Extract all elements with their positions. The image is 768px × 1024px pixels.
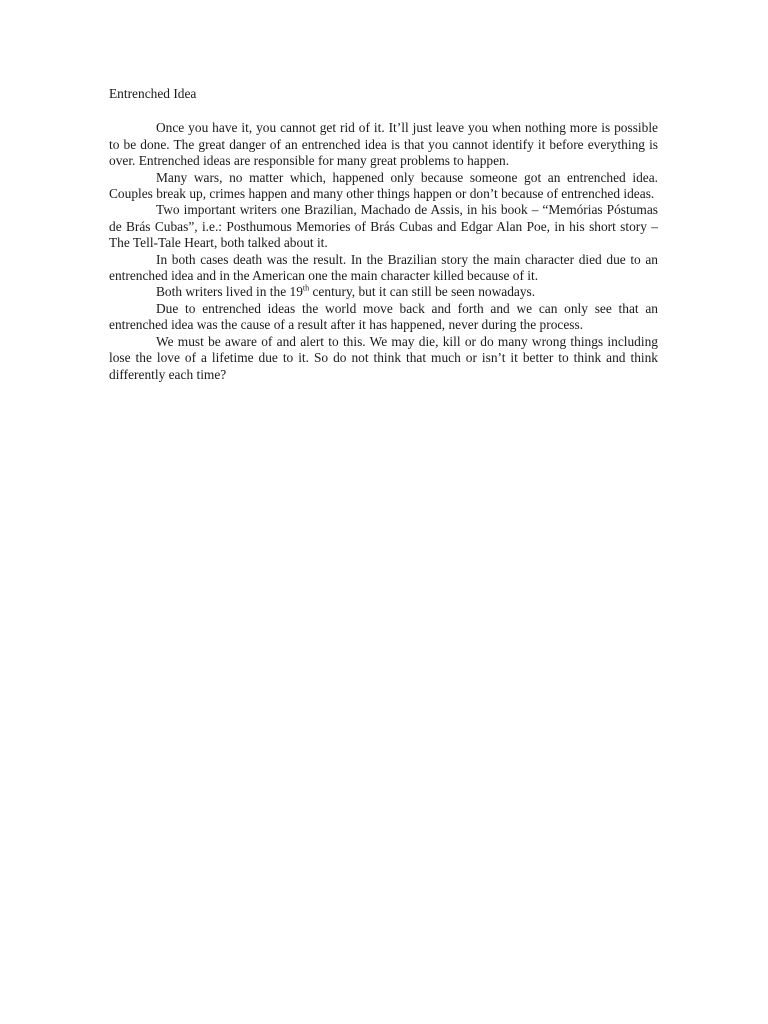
document-title: Entrenched Idea [109,86,197,101]
ordinal-suffix: th [302,284,310,293]
document-body [109,86,658,383]
paragraph-5-after: century, but it can still be seen nowadays. [309,284,536,300]
paragraph-7: We must be aware of and alert to this. We may die, kill or do many wrong things including lose the love of a lifetime due to it. So do not think that much or isn’t it better to think and think differently each time? [109,333,658,382]
paragraph-4: In both cases death was the result. In the Brazilian story the main character died due to an entrenched idea and in the American one the main character killed because of it. [109,251,658,284]
paragraph-5-before: Both writers lived in the 19 [156,284,303,300]
paragraph-6: Due to entrenched ideas the world move back and forth and we can only see that an entrenched idea was the cause of a result after it has happened, never during the process. [109,300,658,333]
paragraph-3: Two important writers one Brazilian, Machado de Assis, in his book – “Memórias Póstumas de Brás Cubas”, i.e.: Posthumous Memories of Brás Cubas and Edgar Alan Poe, in his short story – The Tell-Tale Heart, both talked about it. [109,202,658,251]
paragraph-5 [109,284,658,300]
paragraph-1: Once you have it, you cannot get rid of it. It’ll just leave you when nothing more is possible to be done. The great danger of an entrenched idea is that you cannot identify it before everything is over. Entrenched ideas are responsible for many great problems to happen. [109,120,658,169]
paragraph-2: Many wars, no matter which, happened only because someone got an entrenched idea. Couples break up, crimes happen and many other things happen or don’t because of entrenched ideas. [109,169,658,202]
